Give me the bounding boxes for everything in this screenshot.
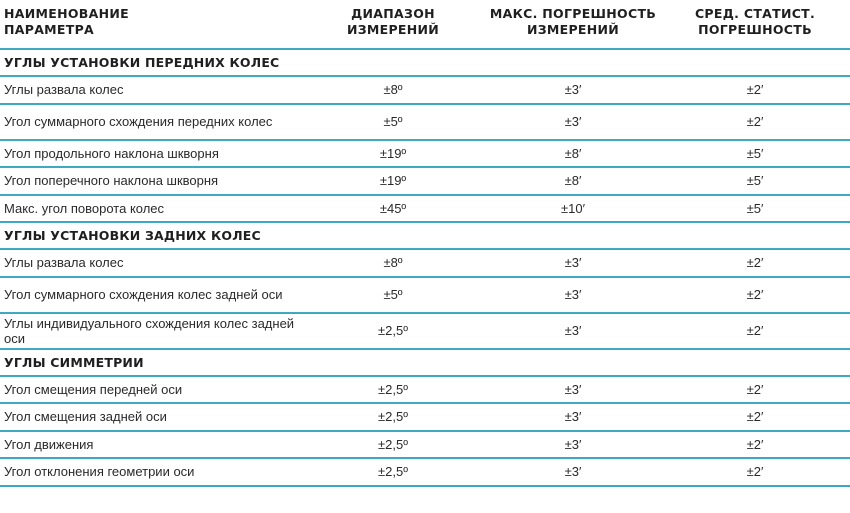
table-row xyxy=(0,276,850,312)
table-row xyxy=(0,75,850,103)
measurement-range: ±5º xyxy=(383,114,403,129)
measurement-range: ±2,5º xyxy=(378,464,408,480)
measurement-range: ±2,5º xyxy=(378,409,408,425)
header-max-error: МАКС. ПОГРЕШНОСТЬ ИЗМЕРЕНИЙ xyxy=(489,6,657,37)
table-row xyxy=(0,248,850,276)
measurement-range: ±2,5º xyxy=(378,323,408,338)
max-error: ±8′ xyxy=(564,145,582,161)
header-parameter-name: НАИМЕНОВАНИЕ ПАРАМЕТРА xyxy=(4,6,129,37)
max-error: ±3′ xyxy=(564,464,582,480)
max-error: ±3′ xyxy=(564,436,582,452)
parameter-name: Угол продольного наклона шкворня xyxy=(4,145,219,161)
parameter-name: Угол смещения задней оси xyxy=(4,409,167,425)
measurement-range: ±45º xyxy=(379,200,407,216)
max-error: ±3′ xyxy=(564,323,582,338)
table-row xyxy=(0,312,850,348)
parameter-name: Углы индивидуального схождения колес задней оси xyxy=(4,315,295,346)
max-error: ±8′ xyxy=(564,173,582,189)
avg-error: ±5′ xyxy=(746,145,764,161)
table-row xyxy=(0,139,850,167)
avg-error: ±2′ xyxy=(746,255,764,271)
measurement-range: ±2,5º xyxy=(378,436,408,452)
parameter-name: Углы развала колес xyxy=(4,82,124,98)
table-row xyxy=(0,430,850,458)
table-body xyxy=(0,48,850,485)
parameter-name: Угол отклонения геометрии оси xyxy=(4,464,195,480)
section-header xyxy=(0,221,850,248)
avg-error: ±2′ xyxy=(746,409,764,425)
measurement-range: ±19º xyxy=(379,173,407,189)
parameter-name: Угол движения xyxy=(4,436,94,452)
table-row xyxy=(0,457,850,485)
avg-error: ±2′ xyxy=(746,287,764,302)
table-bottom-border xyxy=(0,485,850,487)
table-row xyxy=(0,166,850,194)
avg-error: ±2′ xyxy=(746,323,764,338)
parameter-name: Макс. угол поворота колес xyxy=(4,200,165,216)
section-header xyxy=(0,48,850,75)
parameter-name: Угол суммарного схождения колес задней оси xyxy=(4,287,283,302)
max-error: ±3′ xyxy=(564,287,582,302)
measurement-range: ±19º xyxy=(379,145,407,161)
measurement-range: ±8º xyxy=(383,82,403,98)
max-error: ±3′ xyxy=(564,255,582,271)
parameter-name: Угол смещения передней оси xyxy=(4,381,183,397)
table-row xyxy=(0,402,850,430)
max-error: ±3′ xyxy=(564,409,582,425)
measurement-range: ±5º xyxy=(383,287,403,302)
parameter-name: Угол поперечного наклона шкворня xyxy=(4,173,219,189)
section-title: УГЛЫ УСТАНОВКИ ПЕРЕДНИХ КОЛЕС xyxy=(4,55,280,70)
avg-error: ±2′ xyxy=(746,114,764,129)
avg-error: ±5′ xyxy=(746,200,764,216)
measurement-range: ±2,5º xyxy=(378,381,408,397)
avg-error: ±2′ xyxy=(746,464,764,480)
table-row xyxy=(0,194,850,222)
max-error: ±3′ xyxy=(564,82,582,98)
max-error: ±10′ xyxy=(560,200,586,216)
max-error: ±3′ xyxy=(564,114,582,129)
avg-error: ±2′ xyxy=(746,436,764,452)
avg-error: ±2′ xyxy=(746,381,764,397)
header-avg-error: СРЕД. СТАТИСТ. ПОГРЕШНОСТЬ xyxy=(694,6,816,37)
measurement-range: ±8º xyxy=(383,255,403,271)
section-title: УГЛЫ СИММЕТРИИ xyxy=(4,354,144,370)
table-row xyxy=(0,375,850,403)
parameter-name: Угол суммарного схождения передних колес xyxy=(4,114,273,129)
avg-error: ±5′ xyxy=(746,173,764,189)
section-header xyxy=(0,348,850,375)
table-row xyxy=(0,103,850,139)
max-error: ±3′ xyxy=(564,381,582,397)
parameter-name: Углы развала колес xyxy=(4,255,124,271)
header-measurement-range: ДИАПАЗОН ИЗМЕРЕНИЙ xyxy=(346,6,440,37)
avg-error: ±2′ xyxy=(746,82,764,98)
table-header xyxy=(0,0,850,48)
section-title: УГЛЫ УСТАНОВКИ ЗАДНИХ КОЛЕС xyxy=(4,228,261,243)
